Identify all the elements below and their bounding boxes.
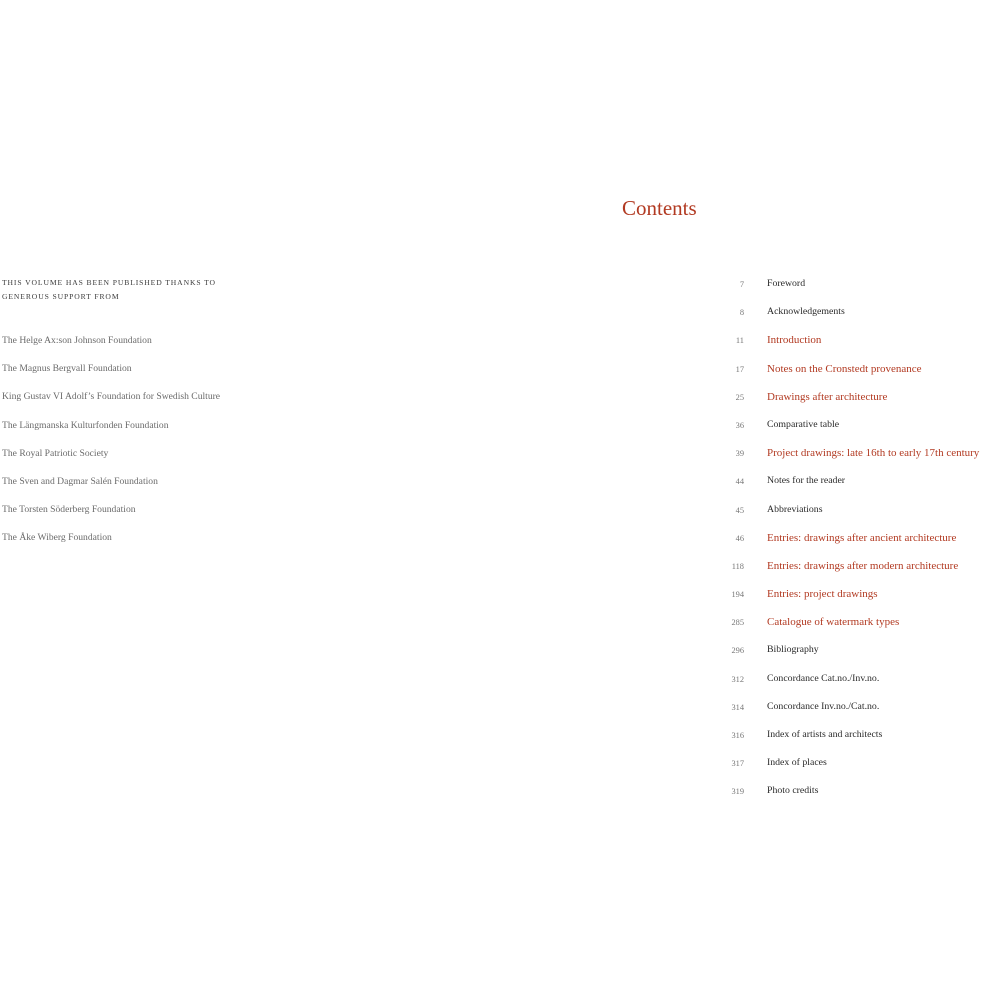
contents-title: Contents xyxy=(622,196,697,220)
foundation-item: The Längmanska Kulturfonden Foundation xyxy=(2,419,169,431)
toc-entry xyxy=(480,727,995,755)
foundation-item: The Helge Ax:son Johnson Foundation xyxy=(2,335,152,346)
toc-entry xyxy=(480,445,995,473)
foundation-item: The Torsten Söderberg Foundation xyxy=(2,504,136,516)
toc-entry-title: Abbreviations xyxy=(767,503,823,515)
toc-page-number: 45 xyxy=(735,505,744,515)
toc-entry-title: Entries: project drawings xyxy=(767,588,878,601)
toc-entry-title: Concordance Cat.no./Inv.no. xyxy=(767,672,880,684)
toc-entry-title: Entries: drawings after modern architecture xyxy=(767,559,959,572)
toc-entry-title: Bibliography xyxy=(767,644,819,656)
toc-page-number: 316 xyxy=(731,731,744,740)
toc-page-number: 296 xyxy=(731,646,744,656)
toc-entry xyxy=(480,389,995,417)
toc-entry xyxy=(480,699,995,727)
toc-entry xyxy=(480,502,995,530)
toc-page-number: 314 xyxy=(731,702,744,712)
table-of-contents xyxy=(480,276,995,812)
toc-entry-title: Acknowledgements xyxy=(767,306,845,318)
toc-entry-title: Notes for the reader xyxy=(767,475,846,487)
toc-entry-title: Foreword xyxy=(767,278,806,289)
support-heading-line-2: GENEROUS SUPPORT FROM xyxy=(2,292,120,301)
support-heading xyxy=(2,276,262,304)
toc-entry-title: Comparative table xyxy=(767,418,840,430)
toc-page-number: 36 xyxy=(735,420,744,430)
toc-entry xyxy=(480,783,995,811)
toc-page-number: 319 xyxy=(731,787,744,797)
toc-entry xyxy=(480,755,995,783)
toc-entry xyxy=(480,361,995,389)
toc-entry-title: Entries: drawings after ancient architecture xyxy=(767,531,957,544)
toc-page-number: 25 xyxy=(735,392,744,402)
toc-entry xyxy=(480,332,995,360)
toc-entry-title: Concordance Inv.no./Cat.no. xyxy=(767,700,880,712)
support-heading-line-1: THIS VOLUME HAS BEEN PUBLISHED THANKS TO xyxy=(2,278,216,287)
foundation-item: The Magnus Bergvall Foundation xyxy=(2,363,132,375)
toc-entry xyxy=(480,614,995,642)
toc-page-number: 194 xyxy=(731,590,744,600)
toc-page-number: 317 xyxy=(731,759,744,769)
toc-entry xyxy=(480,586,995,614)
toc-entry xyxy=(480,642,995,670)
foundation-item: King Gustav VI Adolf’s Foundation for Swedish Culture xyxy=(2,391,221,403)
toc-entry-title: Index of places xyxy=(767,757,827,769)
toc-entry xyxy=(480,530,995,558)
toc-page-number: 312 xyxy=(731,674,744,684)
toc-page-number: 285 xyxy=(731,618,744,628)
toc-page-number: 11 xyxy=(735,336,744,346)
toc-page-number: 39 xyxy=(735,449,744,459)
toc-entry-title: Project drawings: late 16th to early 17th century xyxy=(767,447,980,460)
toc-entry xyxy=(480,671,995,699)
toc-page-number: 44 xyxy=(735,477,744,487)
toc-entry xyxy=(480,558,995,586)
right-page xyxy=(480,0,995,995)
toc-entry-title: Introduction xyxy=(767,334,822,347)
toc-page-number: 8 xyxy=(739,308,744,318)
toc-entry xyxy=(480,473,995,501)
toc-page-number: 46 xyxy=(735,533,744,543)
toc-entry xyxy=(480,276,995,304)
foundation-list xyxy=(2,333,220,559)
toc-page-number: 7 xyxy=(739,280,744,289)
left-page xyxy=(0,0,480,995)
toc-page-number: 118 xyxy=(731,561,744,571)
toc-page-number: 17 xyxy=(735,364,744,374)
toc-entry-title: Drawings after architecture xyxy=(767,390,888,403)
toc-entry-title: Index of artists and architects xyxy=(767,729,883,740)
foundation-item: The Sven and Dagmar Salén Foundation xyxy=(2,475,158,487)
foundation-item: The Åke Wiberg Foundation xyxy=(2,532,112,544)
toc-entry xyxy=(480,417,995,445)
toc-entry-title: Catalogue of watermark types xyxy=(767,616,900,629)
toc-entry xyxy=(480,304,995,332)
toc-entry-title: Notes on the Cronstedt provenance xyxy=(767,362,922,375)
toc-entry-title: Photo credits xyxy=(767,785,819,797)
foundation-item: The Royal Patriotic Society xyxy=(2,447,109,459)
